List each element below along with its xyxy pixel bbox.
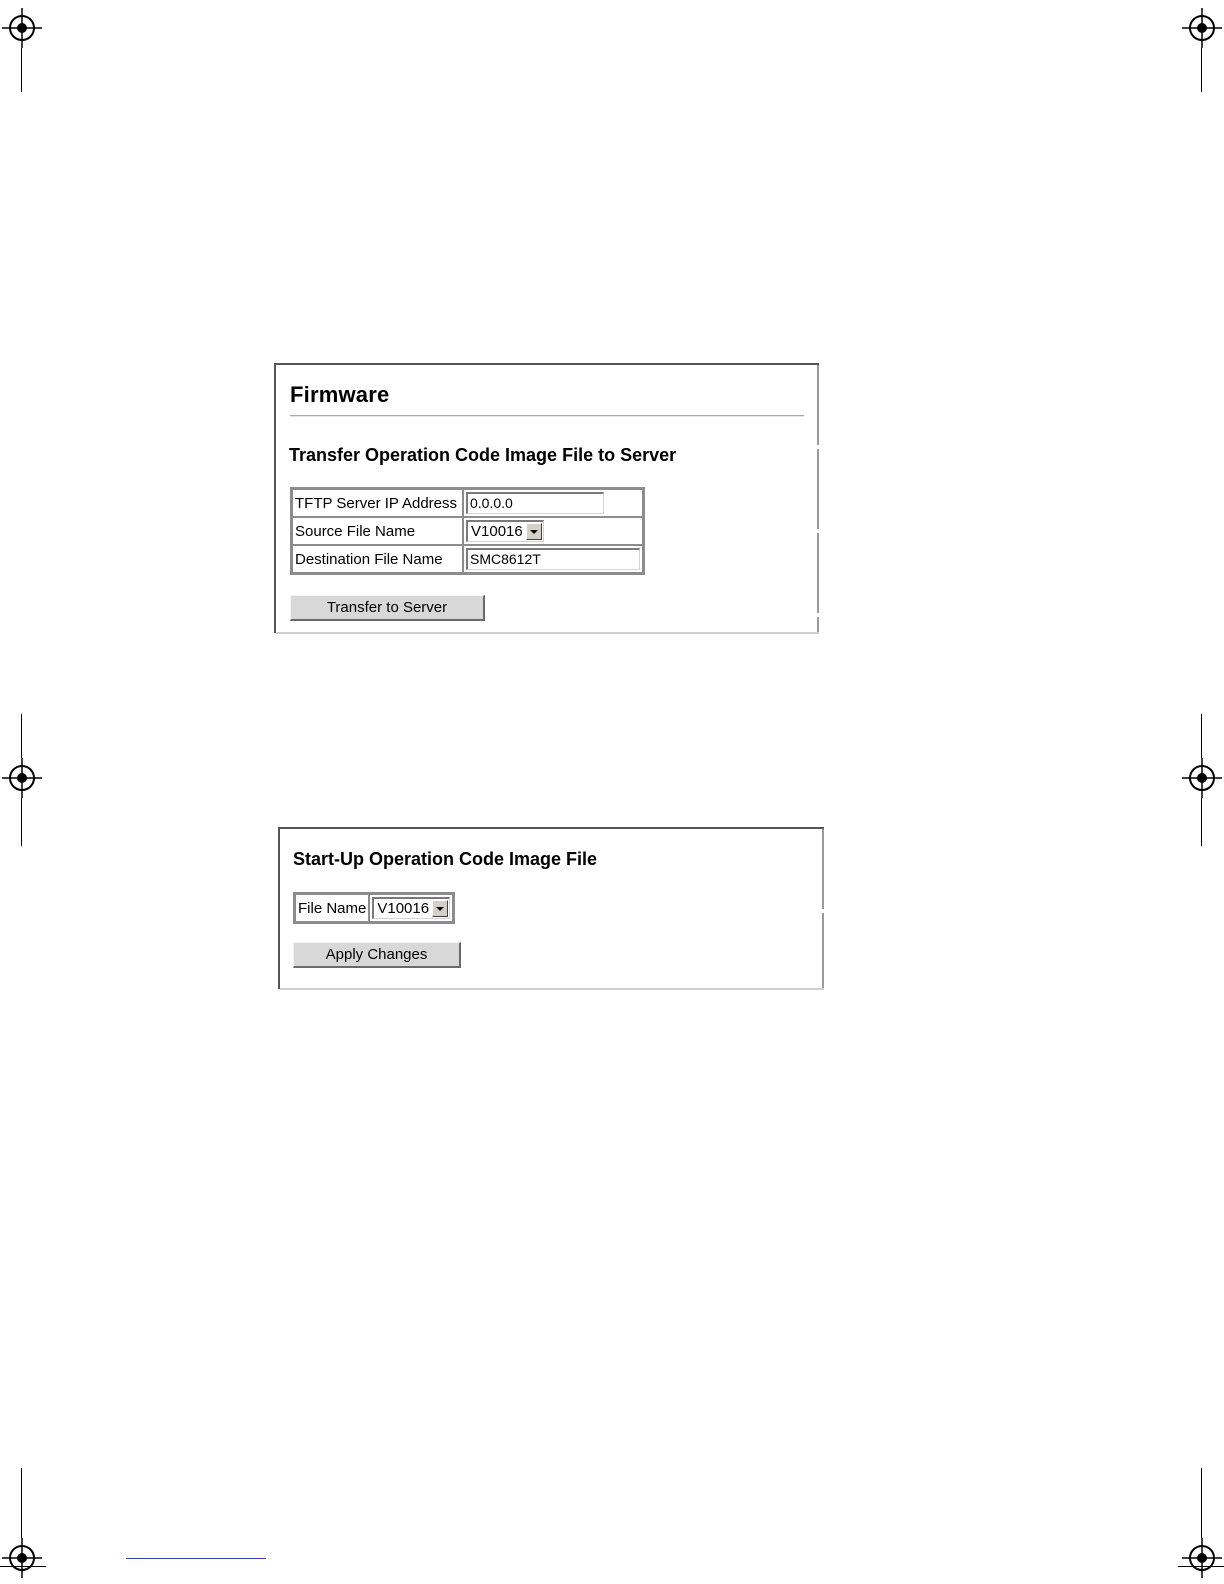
crop-line	[0, 1566, 46, 1567]
file-name-value: V10016	[377, 900, 430, 917]
startup-panel	[278, 827, 824, 989]
transfer-to-server-button[interactable]: Transfer to Server	[290, 595, 485, 621]
transfer-settings-table	[290, 487, 645, 575]
table-row	[292, 545, 643, 573]
footer-link-underline	[126, 1558, 266, 1559]
chevron-down-icon[interactable]	[526, 523, 542, 540]
panel-edge	[817, 365, 819, 633]
table-row	[292, 517, 643, 545]
tftp-server-ip-input[interactable]: 0.0.0.0	[466, 492, 604, 514]
file-name-select[interactable]	[372, 897, 450, 919]
crop-line	[1201, 714, 1202, 758]
registration-mark-icon	[2, 8, 42, 48]
tftp-server-ip-label: TFTP Server IP Address	[292, 489, 463, 517]
destination-file-name-label: Destination File Name	[292, 545, 463, 573]
file-name-label: File Name	[295, 894, 369, 922]
table-row	[292, 489, 643, 517]
table-row	[295, 894, 453, 922]
registration-mark-icon	[1182, 1538, 1222, 1578]
crop-line	[21, 1468, 22, 1538]
crop-line	[21, 714, 22, 758]
destination-file-name-input[interactable]: SMC8612T	[466, 548, 640, 570]
destination-file-name-cell	[463, 545, 643, 573]
section-title: Start-Up Operation Code Image File	[293, 849, 598, 869]
crop-line	[1201, 48, 1202, 92]
registration-mark-icon	[2, 1538, 42, 1578]
crop-line	[1201, 798, 1202, 846]
registration-mark-icon	[1182, 758, 1222, 798]
apply-changes-button[interactable]: Apply Changes	[293, 942, 461, 968]
source-file-name-cell	[463, 517, 643, 545]
crop-line	[1178, 1566, 1224, 1567]
source-file-name-value: V10016	[471, 523, 523, 540]
registration-mark-icon	[2, 758, 42, 798]
page-title: Firmware	[290, 382, 390, 407]
source-file-name-label: Source File Name	[292, 517, 463, 545]
crop-line	[21, 48, 22, 92]
tftp-server-ip-cell	[463, 489, 643, 517]
firmware-panel	[274, 363, 819, 633]
source-file-name-select[interactable]	[466, 520, 544, 542]
crop-line	[1201, 1468, 1202, 1538]
title-divider	[290, 415, 804, 417]
registration-mark-icon	[1182, 8, 1222, 48]
chevron-down-icon[interactable]	[432, 900, 448, 917]
file-name-cell	[369, 894, 453, 922]
startup-file-table	[293, 892, 455, 924]
crop-line	[21, 798, 22, 846]
panel-edge	[822, 829, 824, 989]
section-title: Transfer Operation Code Image File to Server	[289, 445, 677, 465]
